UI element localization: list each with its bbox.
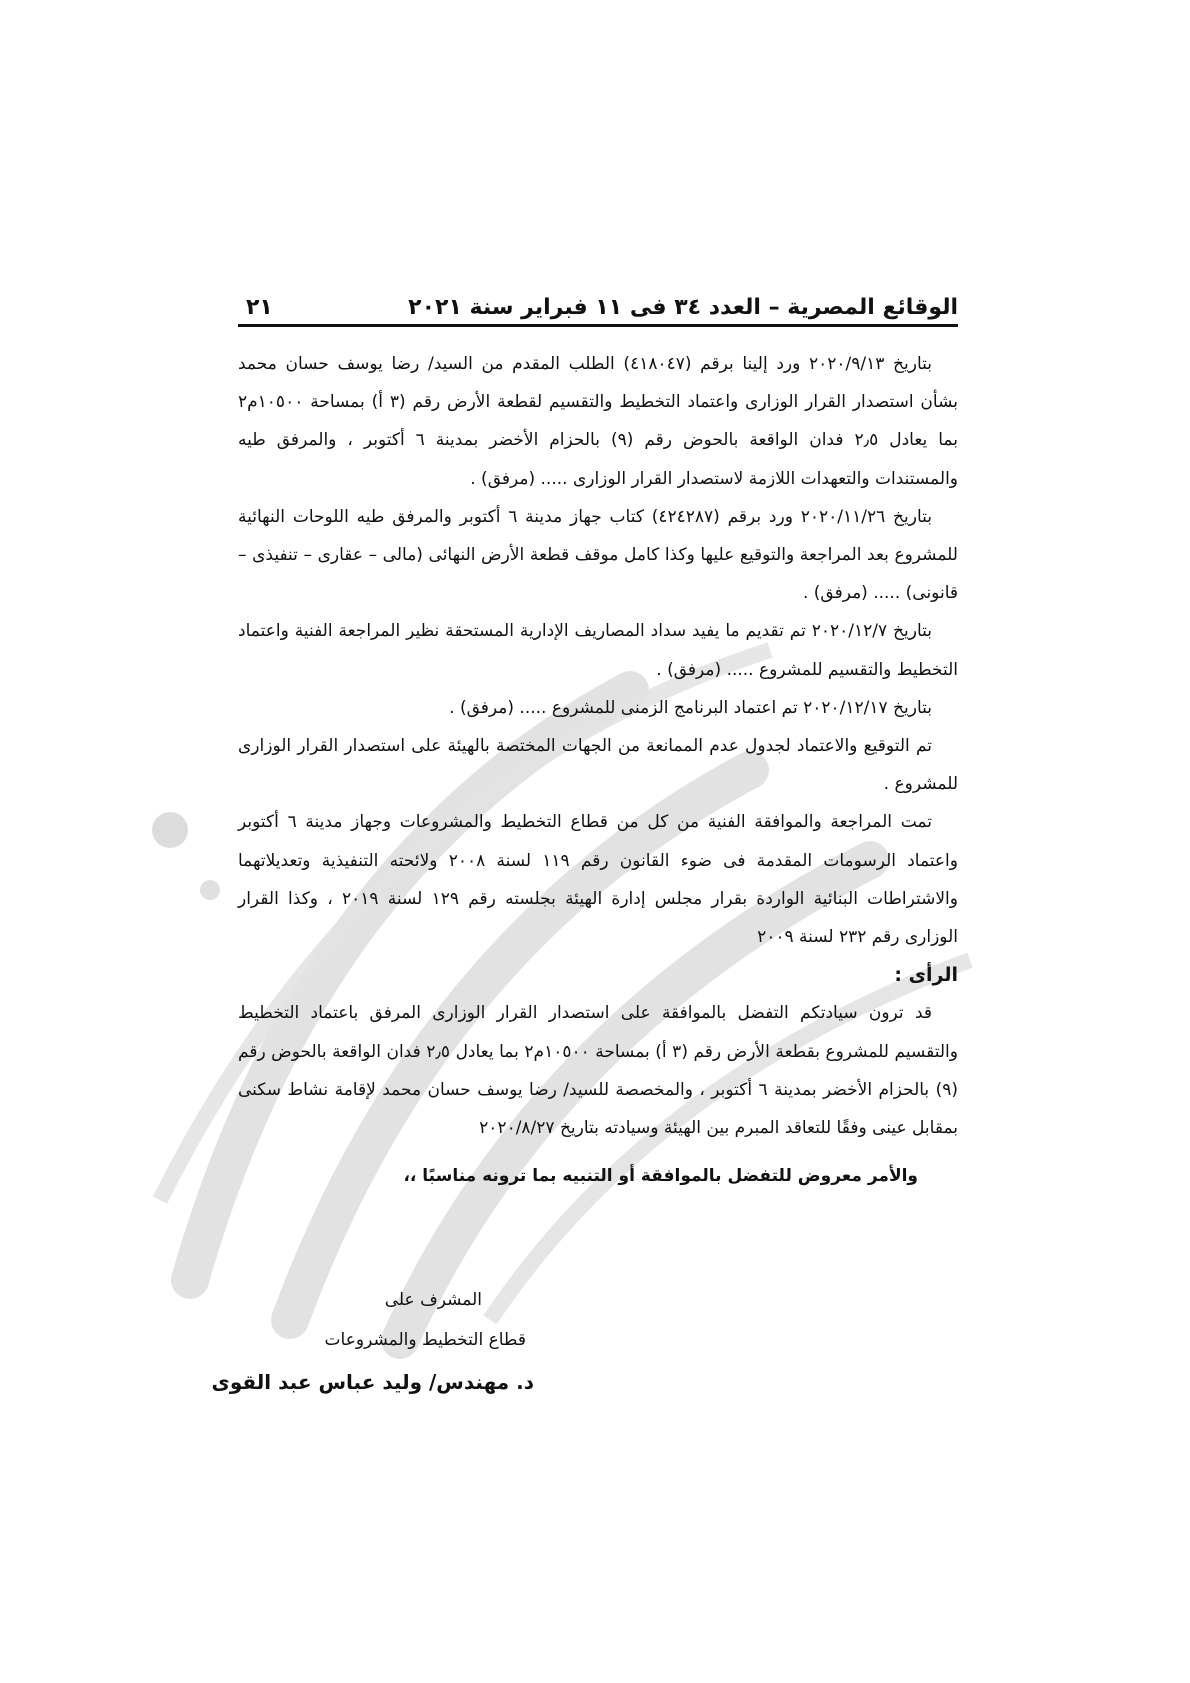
page-header	[238, 270, 958, 327]
signature-department: قطاع التخطيط والمشروعات	[324, 1330, 526, 1350]
paragraph-request: بتاريخ ٢٠٢٠/٩/١٣ ورد إلينا برقم (٤١٨٠٤٧) الطلب المقدم من السيد/ رضا يوسف حسان محمد بشأن استصدار القرار الوزارى واعتماد التخطيط والتقسيم لقطعة الأرض رقم (٣ أ) بمساحة ١٠٥٠٠م٢ بما يعادل ٢٫٥ فدان الواقعة بالحوض رقم (٩) بالحزام الأخضر بمدينة ٦ أكتوبر ، والمرفق طيه والمستندات والتعهدات اللازمة لاستصدار القرار الوزارى ..... (مرفق) .	[238, 354, 958, 489]
paragraph-city-letter: بتاريخ ٢٠٢٠/١١/٢٦ ورد برقم (٤٢٤٢٨٧) كتاب جهاز مدينة ٦ أكتوبر والمرفق طيه اللوحات النهائية للمشروع بعد المراجعة والتوقيع عليها وكذا كامل موقف قطعة الأرض النهائى (مالى – عقارى – تنفيذى – قانونى) ..... (مرفق) .	[238, 506, 958, 604]
document-body	[238, 345, 958, 1195]
page-number: ٢١	[246, 295, 273, 320]
signature-title: المشرف على	[384, 1290, 482, 1310]
paragraph-fees: بتاريخ ٢٠٢٠/١٢/٧ تم تقديم ما يفيد سداد المصاريف الإدارية المستحقة نظير المراجعة الفنية واعتماد التخطيط والتقسيم للمشروع ..... (مرفق) .	[238, 621, 958, 680]
opinion-heading: الرأى :	[894, 964, 958, 987]
paragraph-opinion: قد ترون سيادتكم التفضل بالموافقة على استصدار القرار الوزارى المرفق باعتماد التخطيط والتقسيم للمشروع بقطعة الأرض رقم (٣ أ) بمساحة ١٠٥٠٠م٢ بما يعادل ٢٫٥ فدان الواقعة بالحوض رقم (٩) بالحزام الأخضر بمدينة ٦ أكتوبر ، والمخصصة للسيد/ رضا يوسف حسان محمد لإقامة نشاط سكنى بمقابل عينى وفقًا للتعاقد المبرم بين الهيئة وسيادته بتاريخ ٢٠٢٠/٨/٢٧	[238, 1003, 958, 1139]
paragraph-schedule: بتاريخ ٢٠٢٠/١٢/١٧ تم اعتماد البرنامج الزمنى للمشروع ..... (مرفق) .	[449, 697, 932, 718]
signature-block	[211, 1290, 958, 1430]
paragraph-technical-review: تمت المراجعة والموافقة الفنية من كل من قطاع التخطيط والمشروعات وجهاز مدينة ٦ أكتوبر واعتماد الرسومات المقدمة فى ضوء القانون رقم ١١٩ لسنة ٢٠٠٨ ولائحته التنفيذية وتعديلاتهما والاشتراطات البنائية الواردة بقرار مجلس إدارة الهيئة بجلسته رقم ١٢٩ لسنة ٢٠١٩ ، وكذا القرار الوزارى رقم ٢٣٢ لسنة ٢٠٠٩	[238, 812, 958, 948]
closing-statement: والأمر معروض للتفضل بالموافقة أو التنبيه بما ترونه مناسبًا ،،	[403, 1166, 918, 1187]
gazette-title: الوقائع المصرية – العدد ٣٤ فى ١١ فبراير سنة ٢٠٢١	[408, 295, 958, 320]
signatory-name: د. مهندس/ وليد عباس عبد القوى	[211, 1370, 534, 1394]
paragraph-no-objection: تم التوقيع والاعتماد لجدول عدم الممانعة من الجهات المختصة بالهيئة على استصدار القرار الوزارى للمشروع .	[238, 736, 958, 795]
